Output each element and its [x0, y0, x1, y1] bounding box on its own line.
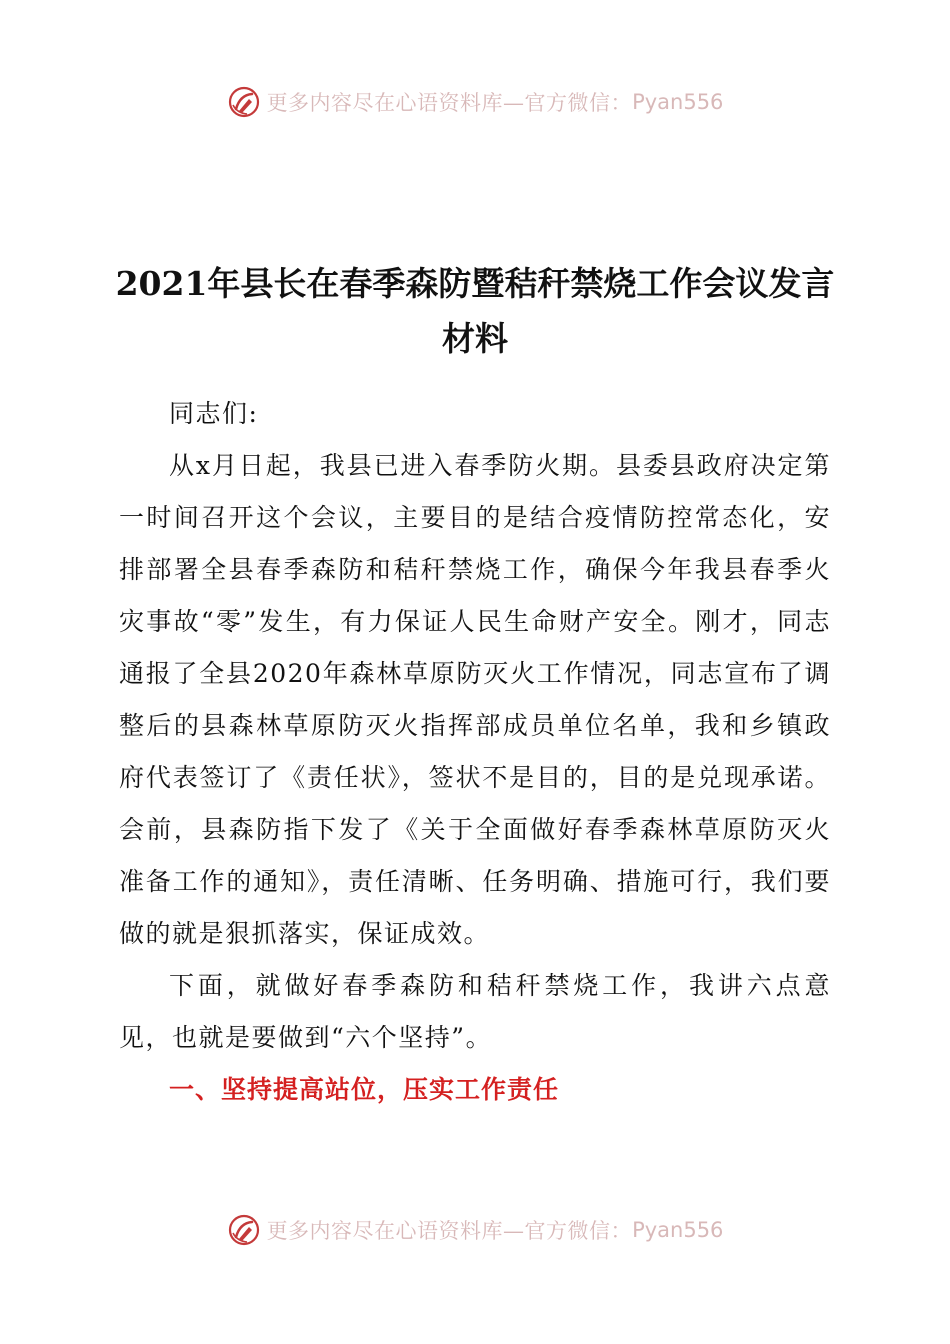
watermark-wechat-id: Pyan556 — [632, 90, 724, 114]
pen-swirl-logo-icon — [227, 1213, 261, 1247]
section-heading: 一、坚持提高站位，压实工作责任 — [169, 1075, 560, 1104]
watermark-banner-top — [0, 80, 950, 124]
watermark-text: 更多内容尽在心语资料库—官方微信： — [266, 1219, 633, 1243]
watermark-text: 更多内容尽在心语资料库—官方微信： — [266, 91, 633, 115]
body-paragraph: 下面，就做好春季森防和秸秆禁烧工作，我讲六点意见，也就是要做到“六个坚持”。 — [119, 971, 831, 1052]
body-paragraph: 从x月日起，我县已进入春季防火期。县委县政府决定第一时间召开这个会议，主要目的是结合疫情防控常态化，安排部署全县春季森防和秸秆禁烧工作，确保今年我县春季火灾事故“零”发生，有力保证人民生命财产安全。刚才，同志通报了全县2020年森林草原防灭火工作情况，同志宣布了调整后的县森林草原防灭火指挥部成员单位名单，我和乡镇政府代表签订了《责任状》，签状不是目的，目的是兑现承诺。会前，县森防指下发了《关于全面做好春季森林草原防灭火准备工作的通知》，责任清晰、任务明确、措施可行，我们要做的就是狠抓落实，保证成效。 — [119, 451, 831, 948]
pen-swirl-logo-icon — [227, 85, 261, 119]
watermark-banner-bottom — [0, 1208, 950, 1252]
salutation-paragraph: 同志们: — [169, 399, 259, 428]
document-body — [119, 388, 831, 1116]
document-title: 2021年县长在春季森防暨秸秆禁烧工作会议发言材料 — [115, 264, 835, 358]
watermark-wechat-id: Pyan556 — [632, 1218, 724, 1242]
